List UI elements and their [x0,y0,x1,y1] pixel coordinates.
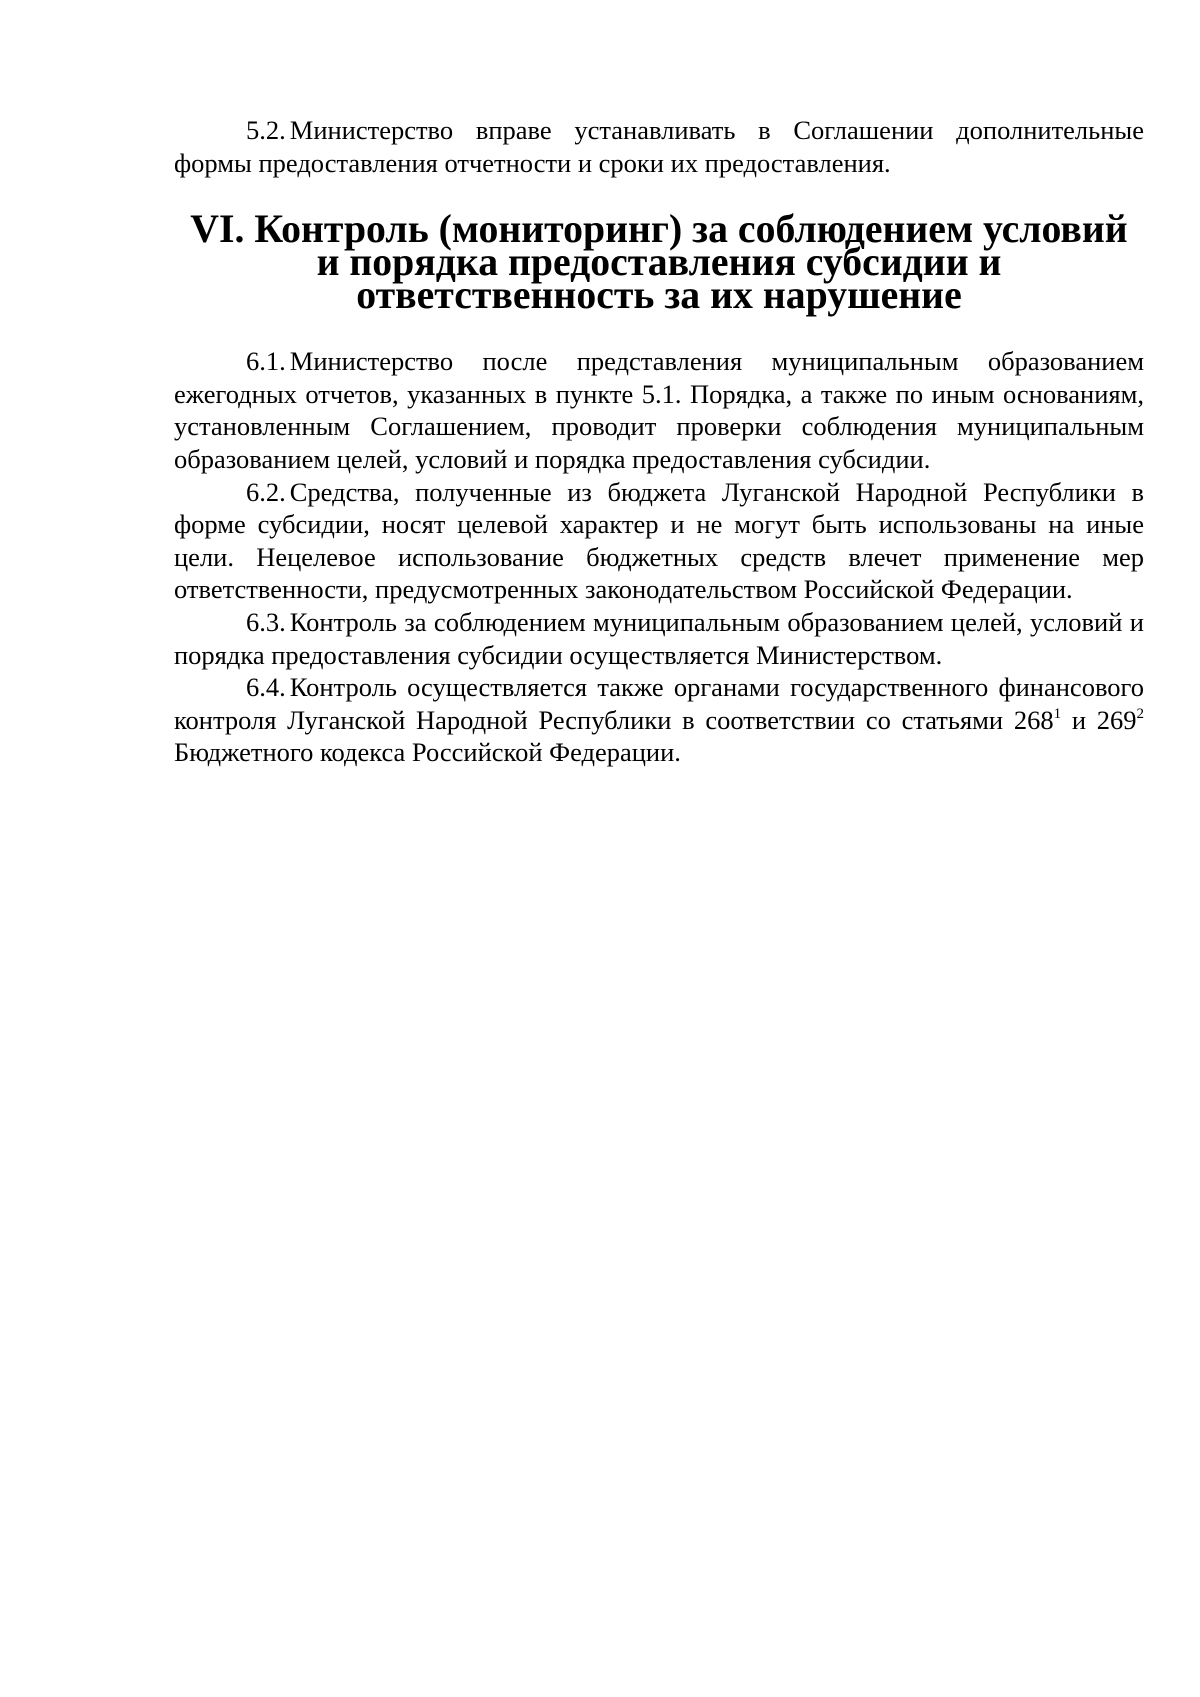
paragraph-5-2 [174,114,1144,179]
paragraph-number: 6.4. [246,672,286,703]
paragraph-number: 6.3. [246,606,286,637]
paragraph-number: 6.1. [246,346,286,377]
paragraph-6-3 [174,606,1144,671]
paragraph-6-2 [174,476,1144,606]
superscript-2: 2 [1136,705,1145,722]
section-heading-line-2: и порядка предоставления субсидии и ответственность за их нарушение [316,240,1002,318]
paragraph-text: Министерство после представления муниципальным образованием ежегодных отчетов, указанных в пункте 5.1. Порядка, а также по иным основаниям, установленным Соглашением, проводит проверки соблюдения муниципальным образованием целей, условий и порядка предоставления субсидии. [174,346,1144,474]
document-page [174,114,1144,769]
paragraph-text-end: Бюджетного кодекса Российской Федерации. [174,737,681,768]
paragraph-6-4 [174,671,1144,769]
paragraph-6-1 [174,345,1144,475]
section-heading [174,207,1144,318]
paragraph-text: Контроль осуществляется также органами государственного финансового контроля Луганской Народной Республики в соответствии со статьями 268 [174,672,1144,735]
section-heading-line-1: VI. Контроль (мониторинг) за соблюдением условий [190,207,1128,252]
paragraph-text: Министерство вправе устанавливать в Соглашении дополнительные формы предоставления отчетности и сроки их предоставления. [174,115,1144,178]
paragraph-text: Средства, полученные из бюджета Луганской Народной Республики в форме субсидии, носят целевой характер и не могут быть использованы на иные цели. Нецелевое использование бюджетных средств влечет применение мер ответственности, предусмотренных законодательством Российской Федерации. [174,476,1144,605]
paragraph-text-middle: и 269 [1061,704,1137,735]
superscript-1: 1 [1053,705,1062,722]
paragraph-number: 6.2. [246,476,286,507]
paragraph-number: 5.2. [246,115,286,145]
paragraph-text: Контроль за соблюдением муниципальным образованием целей, условий и порядка предоставления субсидии осуществляется Министерством. [174,606,1144,670]
